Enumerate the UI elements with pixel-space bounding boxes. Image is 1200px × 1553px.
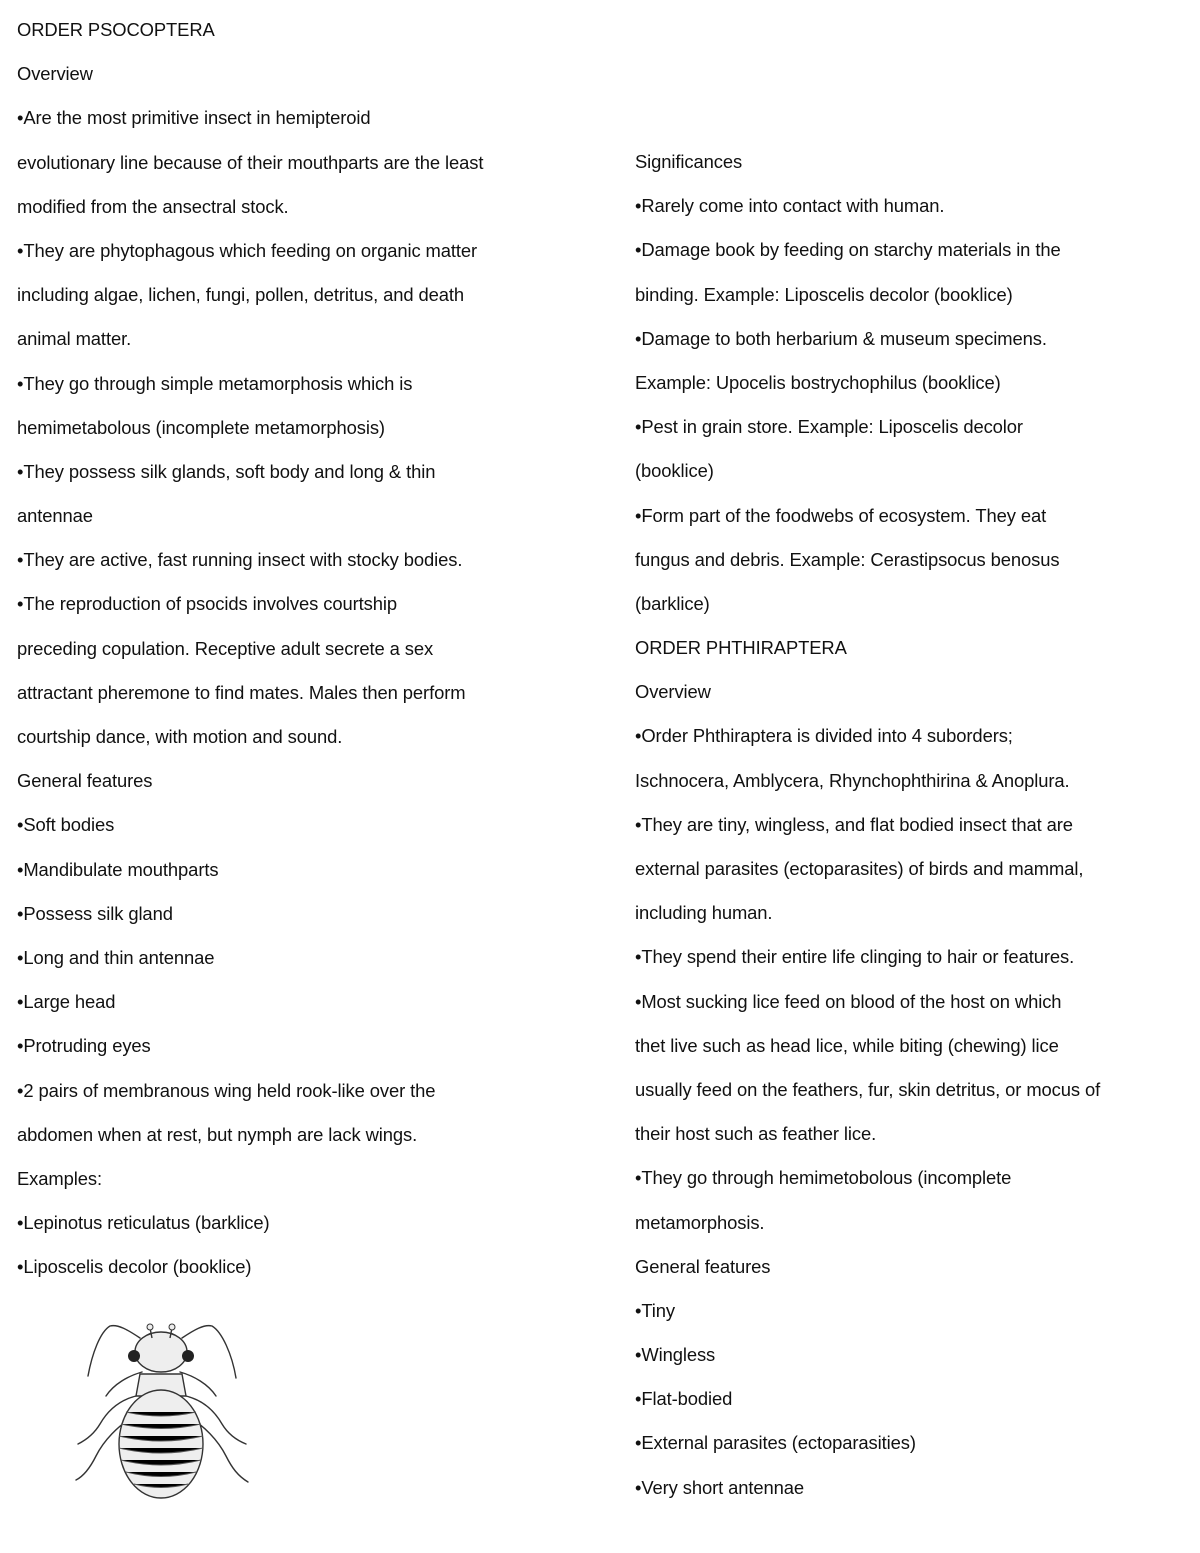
text-line: •Flat-bodied xyxy=(635,1388,733,1410)
text-line: •External parasites (ectoparasities) xyxy=(635,1432,916,1454)
text-line: •Tiny xyxy=(635,1299,675,1321)
text-line: metamorphosis. xyxy=(635,1211,765,1233)
text-line: •Damage book by feeding on starchy materials in the xyxy=(635,239,1061,261)
text-line: General features xyxy=(635,1255,771,1277)
text-line: •They are tiny, wingless, and flat bodied insect that are xyxy=(635,813,1073,835)
text-line: Significances xyxy=(635,151,743,172)
text-line: •Lepinotus reticulatus (barklice) xyxy=(17,1212,270,1234)
text-line: •Large head xyxy=(17,991,116,1013)
text-line: •Long and thin antennae xyxy=(17,946,215,968)
text-line: preceding copulation. Receptive adult secrete a sex xyxy=(17,637,434,659)
text-line: antennae xyxy=(17,505,93,527)
text-line: •Liposcelis decolor (booklice) xyxy=(17,1256,252,1278)
text-line: abdomen when at rest, but nymph are lack wings. xyxy=(17,1123,418,1145)
text-line: •Mandibulate mouthparts xyxy=(17,858,219,880)
text-line: Overview xyxy=(17,63,93,85)
text-line: attractant pheremone to find mates. Males then perform xyxy=(17,681,466,703)
text-line: Ischnocera, Amblycera, Rhynchophthirina & Anoplura. xyxy=(635,769,1070,791)
text-line: thet live such as head lice, while biting (chewing) lice xyxy=(635,1034,1059,1056)
text-line: •They possess silk glands, soft body and long & thin xyxy=(17,460,436,482)
text-line: external parasites (ectoparasites) of birds and mammal, xyxy=(635,858,1084,879)
text-line: •Rarely come into contact with human. xyxy=(635,195,945,217)
text-line: binding. Example: Liposcelis decolor (booklice) xyxy=(635,283,1013,305)
text-line: General features xyxy=(17,770,153,792)
text-line: hemimetabolous (incomplete metamorphosis) xyxy=(17,416,385,438)
text-line: •Very short antennae xyxy=(635,1476,805,1498)
text-line: Overview xyxy=(635,681,711,703)
text-line: animal matter. xyxy=(17,328,132,350)
text-line: courtship dance, with motion and sound. xyxy=(17,726,343,747)
text-line: their host such as feather lice. xyxy=(635,1123,877,1145)
text-line: •They are active, fast running insect with stocky bodies. xyxy=(17,549,463,571)
text-line: fungus and debris. Example: Cerastipsocus benosus xyxy=(635,548,1060,570)
text-line: •Soft bodies xyxy=(17,814,115,836)
text-line: •They spend their entire life clinging to hair or features. xyxy=(635,946,1075,968)
booklouse-illustration-icon xyxy=(70,1316,255,1506)
text-line: •Most sucking lice feed on blood of the host on which xyxy=(635,990,1062,1012)
text-line: Example: Upocelis bostrychophilus (booklice) xyxy=(635,371,1001,393)
text-line: •Possess silk gland xyxy=(17,902,173,924)
text-line: modified from the ansectral stock. xyxy=(17,195,289,217)
text-line: •Order Phthiraptera is divided into 4 suborders; xyxy=(635,725,1013,747)
text-line: •They go through hemimetobolous (incomplete xyxy=(635,1167,1012,1189)
text-line: (booklice) xyxy=(635,460,714,482)
text-line: •Wingless xyxy=(635,1344,716,1366)
text-line: •Are the most primitive insect in hemipteroid xyxy=(17,107,371,129)
left-column xyxy=(17,18,587,1299)
text-line: •Protruding eyes xyxy=(17,1035,151,1057)
text-line: •The reproduction of psocids involves courtship xyxy=(17,593,397,615)
text-line: ORDER PHTHIRAPTERA xyxy=(635,637,847,659)
right-column xyxy=(635,150,1180,1520)
text-line: •They go through simple metamorphosis which is xyxy=(17,372,413,394)
text-line: ORDER PSOCOPTERA xyxy=(17,19,215,40)
text-line: Examples: xyxy=(17,1167,102,1189)
text-line: •Pest in grain store. Example: Liposcelis decolor xyxy=(635,416,1023,438)
text-line: •They are phytophagous which feeding on organic matter xyxy=(17,239,478,261)
text-line: usually feed on the feathers, fur, skin detritus, or mocus of xyxy=(635,1078,1101,1100)
text-line: •Damage to both herbarium & museum specimens. xyxy=(635,327,1047,349)
text-line: including algae, lichen, fungi, pollen, detritus, and death xyxy=(17,284,465,306)
text-line: •Form part of the foodwebs of ecosystem. They eat xyxy=(635,504,1047,526)
text-line: evolutionary line because of their mouthparts are the least xyxy=(17,151,484,173)
text-line: including human. xyxy=(635,902,773,924)
text-line: •2 pairs of membranous wing held rook-like over the xyxy=(17,1079,436,1101)
text-line: (barklice) xyxy=(635,592,710,614)
